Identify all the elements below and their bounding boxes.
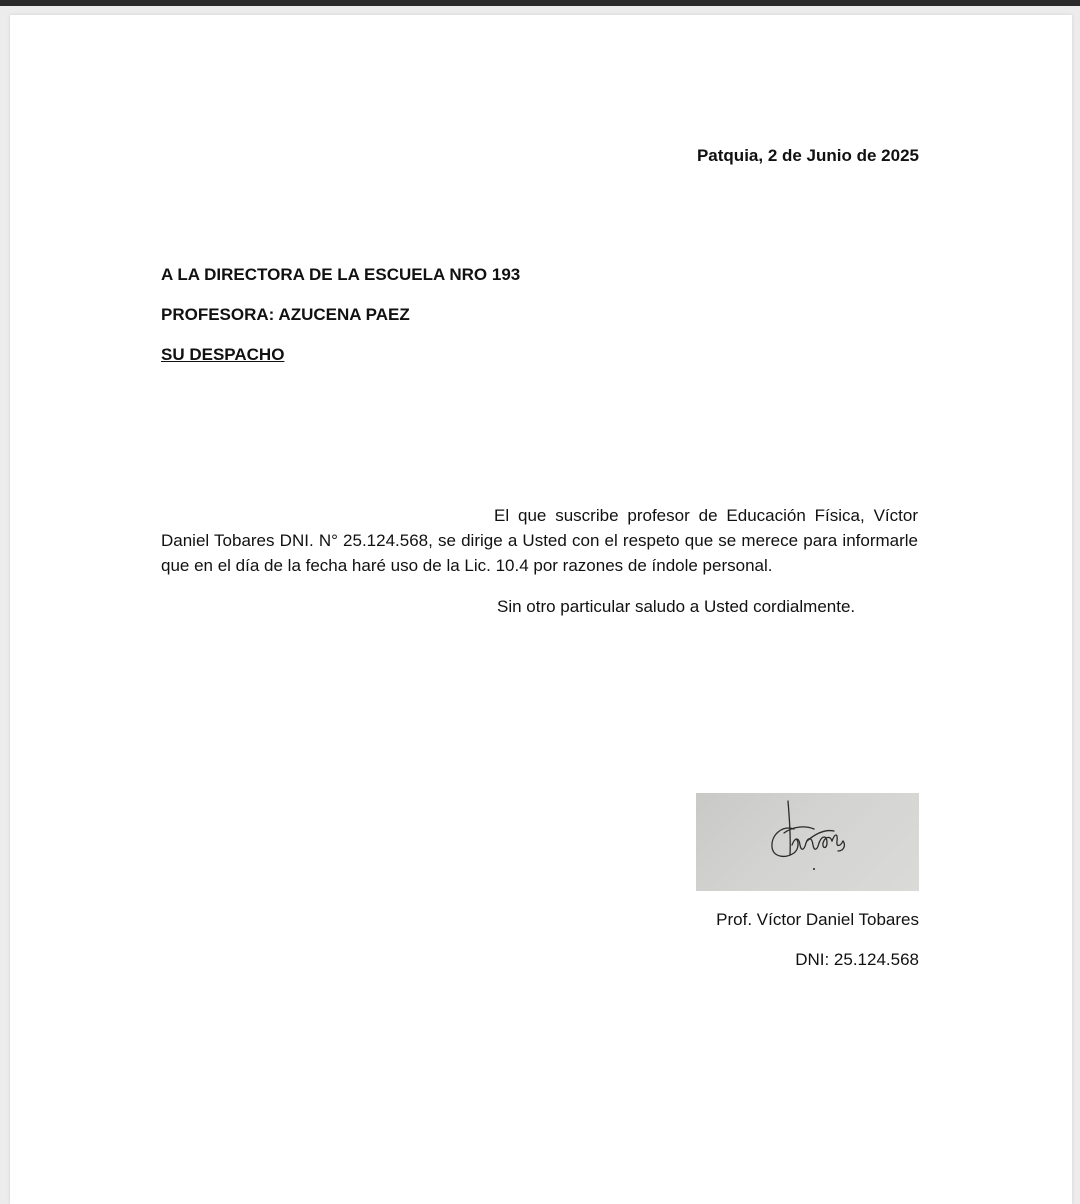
- addressee-line-1: A LA DIRECTORA DE LA ESCUELA NRO 193: [161, 265, 521, 284]
- handwritten-signature-image: [696, 793, 919, 891]
- addressee-line-3: SU DESPACHO: [161, 345, 285, 364]
- letter-body: El que suscribe profesor de Educación Física, Víctor Daniel Tobares DNI. N° 25.124.568, se dirige a Usted con el respeto que se merece para informarle que en el día de la fecha haré uso de la Lic. 10.4 por razones de índole personal.: [161, 506, 918, 575]
- place-date: Patquia, 2 de Junio de 2025: [696, 146, 919, 165]
- document-page: [10, 15, 1072, 1204]
- letter-closing: Sin otro particular saludo a Usted cordialmente.: [497, 597, 856, 616]
- addressee-line-2: PROFESORA: AZUCENA PAEZ: [161, 305, 410, 324]
- signature-scribble-icon: [696, 793, 919, 891]
- signer-dni: DNI: 25.124.568: [795, 950, 919, 969]
- signer-name: Prof. Víctor Daniel Tobares: [716, 910, 919, 929]
- viewer-top-bar: [0, 0, 1080, 6]
